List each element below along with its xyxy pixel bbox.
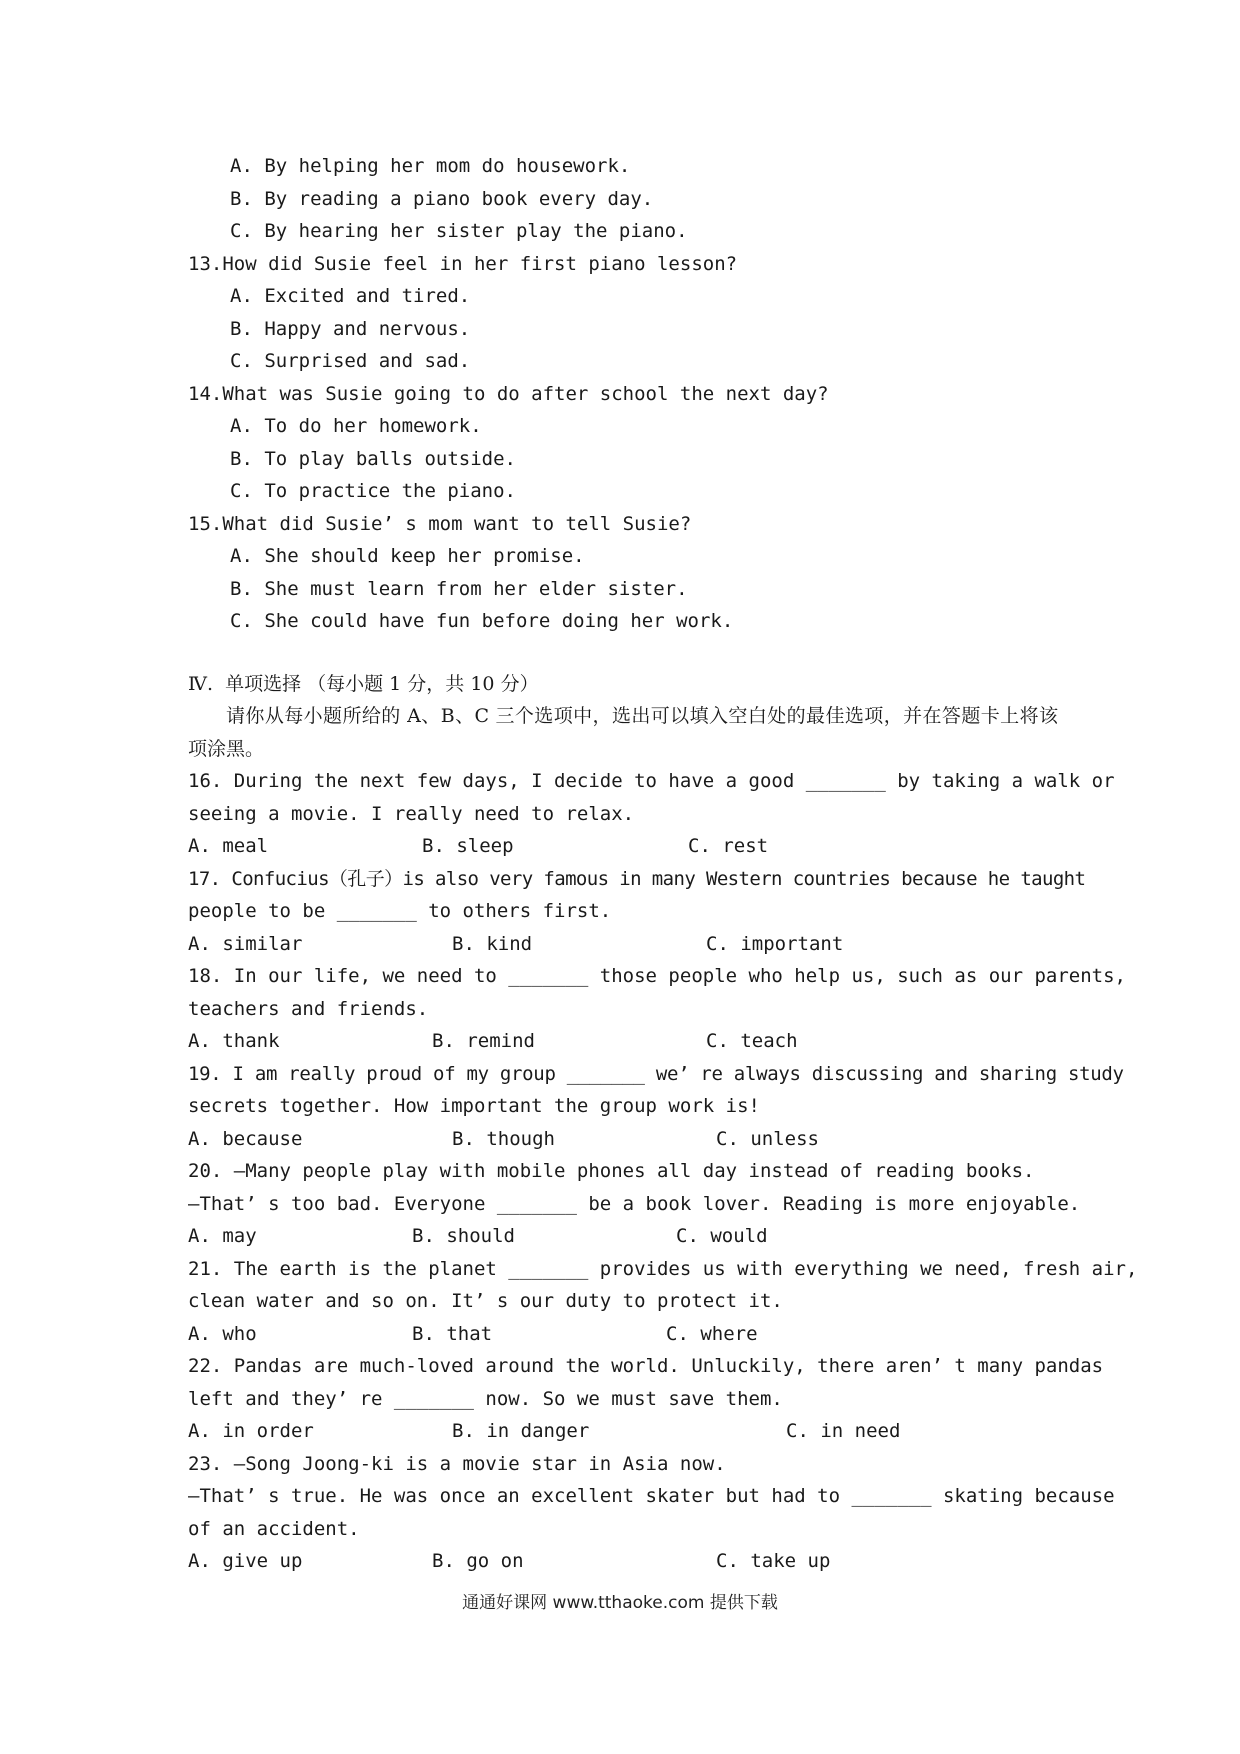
options-row — [188, 928, 1058, 961]
question-13 — [188, 248, 1058, 378]
option: C. where — [666, 1322, 758, 1345]
option: B. though — [452, 1127, 555, 1150]
option: A. similar — [188, 932, 303, 955]
option: B. should — [412, 1225, 515, 1247]
section-title: Ⅳ. 单项选择 （每小题 1 分，共 10 分） — [188, 672, 539, 695]
option: A. because — [188, 1127, 303, 1150]
question-17 — [188, 863, 1086, 961]
question-text: 16. During the next few days, I decide to have a good _______ by taking a walk or — [188, 770, 1115, 792]
question-19 — [188, 1058, 1124, 1156]
option: A. who — [188, 1322, 257, 1345]
question-text: of an accident. — [188, 1517, 360, 1540]
option: C. take up — [716, 1550, 831, 1572]
option: B. kind — [452, 932, 533, 955]
option: B. that — [412, 1322, 493, 1345]
question-text: —That’ s too bad. Everyone _______ be a book lover. Reading is more enjoyable. — [188, 1192, 1081, 1215]
option: B. Happy and nervous. — [230, 317, 471, 340]
option: C. important — [706, 932, 844, 955]
option: C. in need — [786, 1420, 901, 1442]
question-text: 17. Confucius（孔子）is also very famous in many Western countries because he taught — [188, 867, 1086, 890]
option: A. She should keep her promise. — [230, 545, 585, 567]
option: C. unless — [716, 1127, 819, 1150]
question-21 — [188, 1253, 1138, 1351]
option: B. To play balls outside. — [230, 447, 516, 470]
options-row — [188, 1318, 1058, 1351]
option: C. She could have fun before doing her work. — [230, 610, 734, 632]
options-row — [188, 1123, 1058, 1156]
option: A. By helping her mom do housework. — [230, 155, 631, 177]
option: C. rest — [688, 835, 769, 857]
options-row — [188, 1025, 1058, 1058]
options-row — [188, 830, 1058, 863]
question-text: 13.How did Susie feel in her first piano lesson? — [188, 252, 738, 275]
question-23 — [188, 1448, 1115, 1578]
option: C. teach — [706, 1030, 798, 1052]
option: B. remind — [432, 1030, 535, 1052]
option: C. To practice the piano. — [230, 480, 516, 502]
question-text: people to be _______ to others first. — [188, 900, 612, 922]
question-text: 14.What was Susie going to do after school the next day? — [188, 382, 829, 405]
question-text: 22. Pandas are much-loved around the world. Unluckily, there aren’ t many pandas — [188, 1355, 1104, 1377]
option: C. would — [676, 1225, 768, 1247]
options-row — [188, 1415, 1058, 1448]
option: A. thank — [188, 1030, 280, 1052]
question-text: teachers and friends. — [188, 997, 429, 1020]
option: A. may — [188, 1225, 257, 1247]
option: A. meal — [188, 835, 269, 857]
option: A. To do her homework. — [230, 415, 482, 437]
section-gap — [188, 638, 1058, 668]
question-16 — [188, 765, 1115, 863]
option: A. Excited and tired. — [230, 285, 471, 307]
option: B. sleep — [422, 835, 514, 857]
option: B. in danger — [452, 1420, 590, 1442]
question-text: 20. —Many people play with mobile phones all day instead of reading books. — [188, 1160, 1035, 1182]
question-text: 15.What did Susie’ s mom want to tell Susie? — [188, 512, 692, 535]
page-footer: 通通好课网 www.tthaoke.com 提供下载 — [462, 1593, 778, 1613]
options-row — [188, 1545, 1058, 1578]
question-text: —That’ s true. He was once an excellent skater but had to _______ skating because — [188, 1485, 1115, 1507]
option: C. Surprised and sad. — [230, 350, 471, 372]
option: B. By reading a piano book every day. — [230, 187, 654, 210]
question-text: secrets together. How important the group work is! — [188, 1095, 760, 1117]
option: B. go on — [432, 1550, 524, 1572]
question-text: clean water and so on. It’ s our duty to protect it. — [188, 1290, 783, 1312]
options-row — [188, 1220, 1058, 1253]
option: A. give up — [188, 1550, 303, 1572]
question-text: 19. I am really proud of my group _______ we’ re always discussing and sharing study — [188, 1062, 1124, 1085]
question-14 — [188, 378, 1058, 508]
question-text: seeing a movie. I really need to relax. — [188, 802, 635, 825]
question-text: left and they’ re _______ now. So we must save them. — [188, 1387, 783, 1410]
section-instruction: 请你从每小题所给的 A、B、C 三个选项中，选出可以填入空白处的最佳选项，并在答题卡上将该项涂黑。 — [188, 705, 1058, 760]
question-15 — [188, 508, 1058, 638]
q12-options — [188, 150, 1058, 248]
exam-page — [188, 150, 1138, 1578]
question-text: 21. The earth is the planet _______ provides us with everything we need, fresh air, — [188, 1257, 1138, 1280]
option: B. She must learn from her elder sister. — [230, 577, 688, 600]
question-text: 18. In our life, we need to _______ those people who help us, such as our parents, — [188, 965, 1126, 987]
option: C. By hearing her sister play the piano. — [230, 220, 688, 242]
question-20 — [188, 1155, 1081, 1253]
question-18 — [188, 960, 1126, 1058]
question-text: 23. —Song Joong-ki is a movie star in Asia now. — [188, 1452, 726, 1475]
question-22 — [188, 1350, 1104, 1448]
option: A. in order — [188, 1420, 314, 1442]
